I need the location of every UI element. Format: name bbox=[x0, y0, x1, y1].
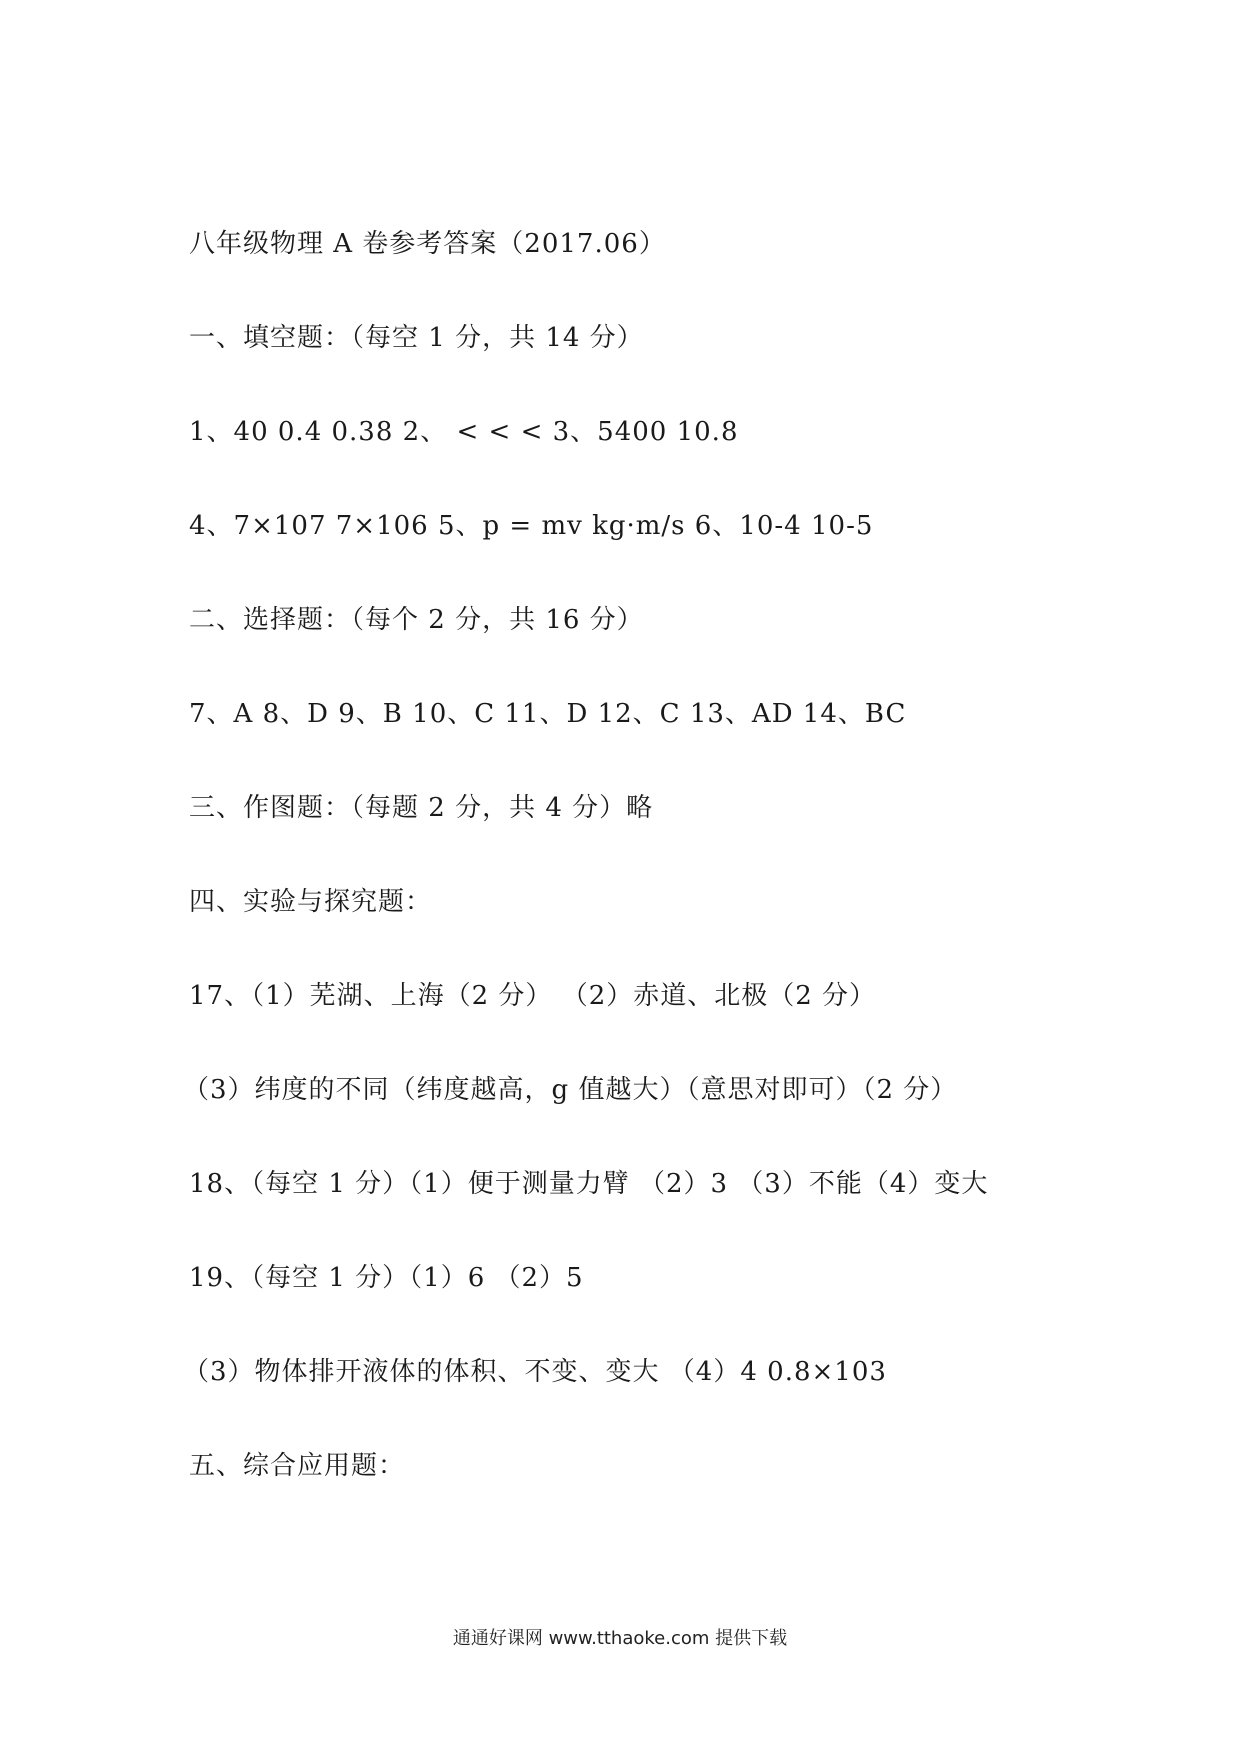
section-heading-fill-in: 一、填空题：（每空 1 分，共 14 分） bbox=[189, 323, 644, 353]
answer-line: （3）物体排开液体的体积、不变、变大 （4）4 0.8×103 bbox=[183, 1357, 887, 1387]
section-heading-choice: 二、选择题：（每个 2 分，共 16 分） bbox=[189, 605, 644, 635]
section-heading-experiment: 四、实验与探究题： bbox=[189, 887, 433, 917]
page-footer: 通通好课网 www.tthaoke.com 提供下载 bbox=[452, 1628, 788, 1649]
answer-line: 1、40 0.4 0.38 2、 < < < 3、5400 10.8 bbox=[189, 417, 739, 447]
answer-line: （3）纬度的不同（纬度越高，g 值越大）（意思对即可）（2 分） bbox=[183, 1075, 958, 1105]
section-heading-application: 五、综合应用题： bbox=[189, 1451, 406, 1481]
answer-line: 19、（每空 1 分）（1）6 （2）5 bbox=[189, 1263, 584, 1293]
answer-line: 7、A 8、D 9、B 10、C 11、D 12、C 13、AD 14、BC bbox=[189, 699, 907, 729]
document-title: 八年级物理 A 卷参考答案（2017.06） bbox=[189, 229, 666, 259]
answer-line: 4、7×107 7×106 5、p = mv kg·m/s 6、10-4 10-5 bbox=[189, 511, 874, 541]
answer-line: 17、（1）芜湖、上海（2 分） （2）赤道、北极（2 分） bbox=[189, 981, 877, 1011]
section-heading-drawing: 三、作图题：（每题 2 分，共 4 分）略 bbox=[189, 793, 654, 823]
answer-line: 18、（每空 1 分）（1）便于测量力臂 （2）3 （3）不能（4）变大 bbox=[189, 1169, 989, 1199]
